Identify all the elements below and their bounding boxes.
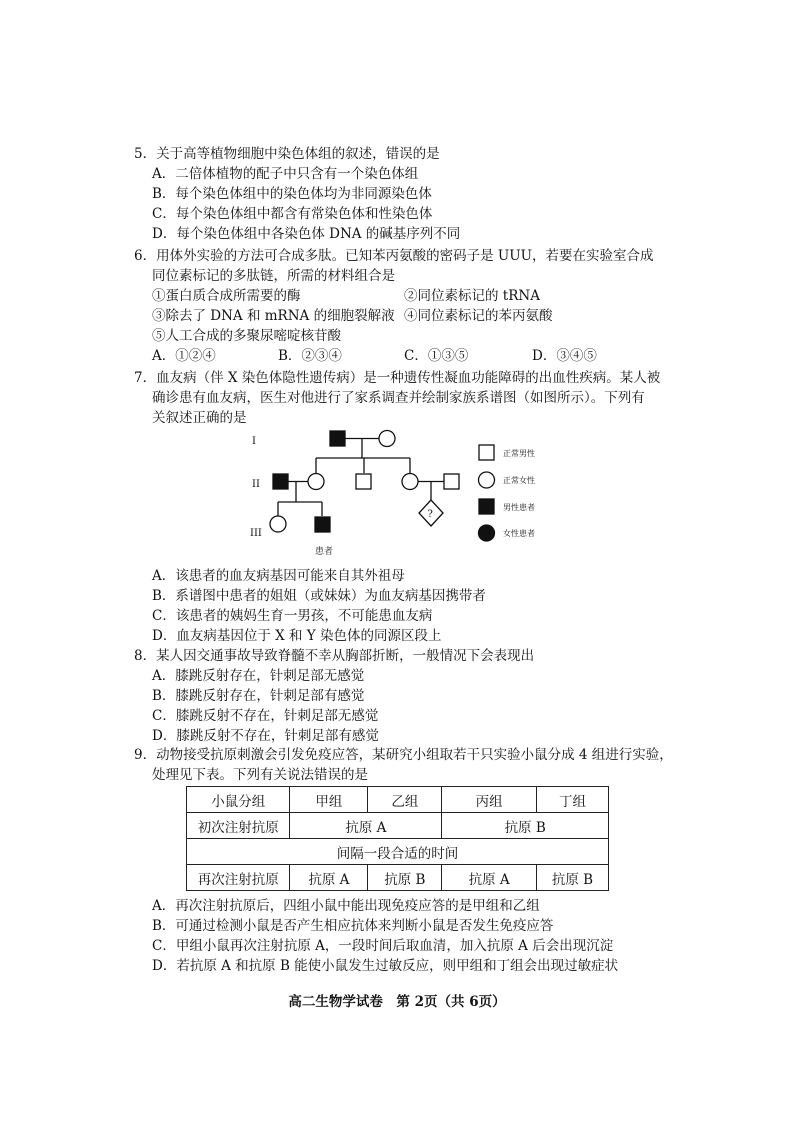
legend-normal-female-label: 正常女性 bbox=[503, 476, 535, 485]
q5-option-a: A．二倍体植物的配子中只含有一个染色体组 bbox=[152, 166, 419, 182]
mouse-grouping-table bbox=[186, 786, 609, 891]
pedigree-chart bbox=[248, 424, 588, 564]
pedigree-unknown-label: ? bbox=[427, 509, 433, 520]
q9-stem-line2: 处理见下表。下列有关说法错误的是 bbox=[152, 767, 368, 783]
legend-normal-female-symbol bbox=[479, 472, 495, 488]
table-header-cell: 丁组 bbox=[536, 787, 608, 813]
q7-stem-line3: 关叙述正确的是 bbox=[152, 410, 247, 426]
q7-stem-line2: 确诊患有血友病，医生对他进行了家系调查并绘制家族系谱图（如图所示）。下列有 bbox=[152, 390, 645, 406]
q6-item-4: ④同位素标记的苯丙氨酸 bbox=[404, 308, 553, 324]
q6-stem-line1: 6．用体外实验的方法可合成多肽。已知苯丙氨酸的密码子是 UUU，若要在实验室合成 bbox=[134, 248, 654, 264]
q9-option-c: C．甲组小鼠再次注射抗原 A，一段时间后取血清，加入抗原 A 后会出现沉淀 bbox=[152, 938, 614, 954]
legend-affected-female-symbol bbox=[479, 525, 495, 541]
pedigree-ii2-normal-female bbox=[308, 474, 324, 490]
q6-option-d: D．③④⑤ bbox=[532, 348, 597, 364]
table-row bbox=[187, 865, 609, 891]
q6-item-3: ③除去了 DNA 和 mRNA 的细胞裂解液 bbox=[152, 308, 395, 324]
table-cell: 抗原 B bbox=[536, 865, 608, 891]
q6-option-b: B．②③④ bbox=[278, 348, 342, 364]
table-cell: 抗原 A bbox=[290, 865, 368, 891]
q6-option-c: C．①③⑤ bbox=[404, 348, 469, 364]
q8-option-a: A．膝跳反射存在，针刺足部无感觉 bbox=[152, 668, 365, 684]
q5-option-d: D．每个染色体组中各染色体 DNA 的碱基序列不同 bbox=[152, 226, 461, 242]
pedigree-ii4-normal-female bbox=[402, 474, 418, 490]
pedigree-iii1-normal-female bbox=[270, 516, 286, 532]
pedigree-gen-2-label: II bbox=[252, 479, 260, 490]
q6-stem-line2: 同位素标记的多肽链，所需的材料组合是 bbox=[152, 268, 395, 284]
pedigree-patient-label: 患者 bbox=[315, 547, 334, 557]
q7-stem-line1: 7．血友病（伴 X 染色体隐性遗传病）是一种遗传性凝血功能障碍的出血性疾病。某人被 bbox=[134, 370, 661, 386]
q5-stem: 5．关于高等植物细胞中染色体组的叙述，错误的是 bbox=[134, 146, 440, 162]
pedigree-i2-normal-female bbox=[379, 431, 395, 447]
q5-option-c: C．每个染色体组中都含有常染色体和性染色体 bbox=[152, 206, 433, 222]
page-footer: 高二生物学试卷 第 2页（共 6页） bbox=[288, 994, 506, 1010]
pedigree-ii3-normal-male bbox=[356, 474, 371, 489]
table-cell: 抗原 A bbox=[442, 865, 537, 891]
q7-option-b: B．系谱图中患者的姐姐（或妹妹）为血友病基因携带者 bbox=[152, 588, 486, 604]
table-row bbox=[187, 813, 609, 839]
q6-item-5: ⑤人工合成的多聚尿嘧啶核苷酸 bbox=[152, 328, 341, 344]
pedigree-gen-1-label: I bbox=[252, 436, 256, 447]
table-cell: 间隔一段合适的时间 bbox=[187, 839, 609, 865]
q8-option-b: B．膝跳反射存在，针刺足部有感觉 bbox=[152, 688, 365, 704]
q9-option-d: D．若抗原 A 和抗原 B 能使小鼠发生过敏反应，则甲组和丁组会出现过敏症状 bbox=[152, 958, 619, 974]
table-header-cell: 乙组 bbox=[368, 787, 442, 813]
q5-option-b: B．每个染色体组中的染色体均为非同源染色体 bbox=[152, 186, 432, 202]
table-header-cell: 小鼠分组 bbox=[187, 787, 290, 813]
q7-option-a: A．该患者的血友病基因可能来自其外祖母 bbox=[152, 568, 405, 584]
q6-option-a: A．①②④ bbox=[152, 348, 216, 364]
legend-affected-male-symbol bbox=[479, 499, 494, 514]
table-cell: 再次注射抗原 bbox=[187, 865, 290, 891]
legend-affected-female-label: 女性患者 bbox=[503, 529, 535, 538]
legend-normal-male-symbol bbox=[479, 445, 494, 460]
q9-stem-line1: 9．动物接受抗原刺激会引发免疫应答，某研究小组取若干只实验小鼠分成 4 组进行实验， bbox=[134, 747, 673, 763]
q8-option-c: C．膝跳反射不存在，针刺足部无感觉 bbox=[152, 708, 379, 724]
table-cell: 抗原 B bbox=[442, 813, 609, 839]
pedigree-ii1-affected-male bbox=[273, 474, 288, 489]
pedigree-i1-affected-male bbox=[330, 431, 345, 446]
table-cell: 初次注射抗原 bbox=[187, 813, 290, 839]
table-header-cell: 甲组 bbox=[290, 787, 368, 813]
table-cell: 抗原 A bbox=[290, 813, 442, 839]
pedigree-iii2-affected-male-patient bbox=[315, 517, 330, 532]
q9-option-b: B．可通过检测小鼠是否产生相应抗体来判断小鼠是否发生免疫应答 bbox=[152, 918, 554, 934]
q8-option-d: D．膝跳反射不存在，针刺足部有感觉 bbox=[152, 728, 379, 744]
q6-item-1: ①蛋白质合成所需要的酶 bbox=[152, 288, 301, 304]
q9-option-a: A．再次注射抗原后，四组小鼠中能出现免疫应答的是甲组和乙组 bbox=[152, 898, 540, 914]
q8-stem: 8．某人因交通事故导致脊髓不幸从胸部折断，一般情况下会表现出 bbox=[134, 648, 535, 664]
q7-option-c: C．该患者的姨妈生育一男孩，不可能患血友病 bbox=[152, 608, 433, 624]
table-header-row bbox=[187, 787, 609, 813]
pedigree-ii5-normal-male bbox=[444, 474, 459, 489]
table-row bbox=[187, 839, 609, 865]
legend-normal-male-label: 正常男性 bbox=[503, 449, 535, 458]
legend-affected-male-label: 男性患者 bbox=[503, 503, 535, 512]
table-cell: 抗原 B bbox=[368, 865, 442, 891]
table-header-cell: 丙组 bbox=[442, 787, 537, 813]
pedigree-gen-3-label: III bbox=[250, 528, 262, 539]
q7-option-d: D．血友病基因位于 X 和 Y 染色体的同源区段上 bbox=[152, 628, 442, 644]
q6-item-2: ②同位素标记的 tRNA bbox=[404, 288, 540, 304]
